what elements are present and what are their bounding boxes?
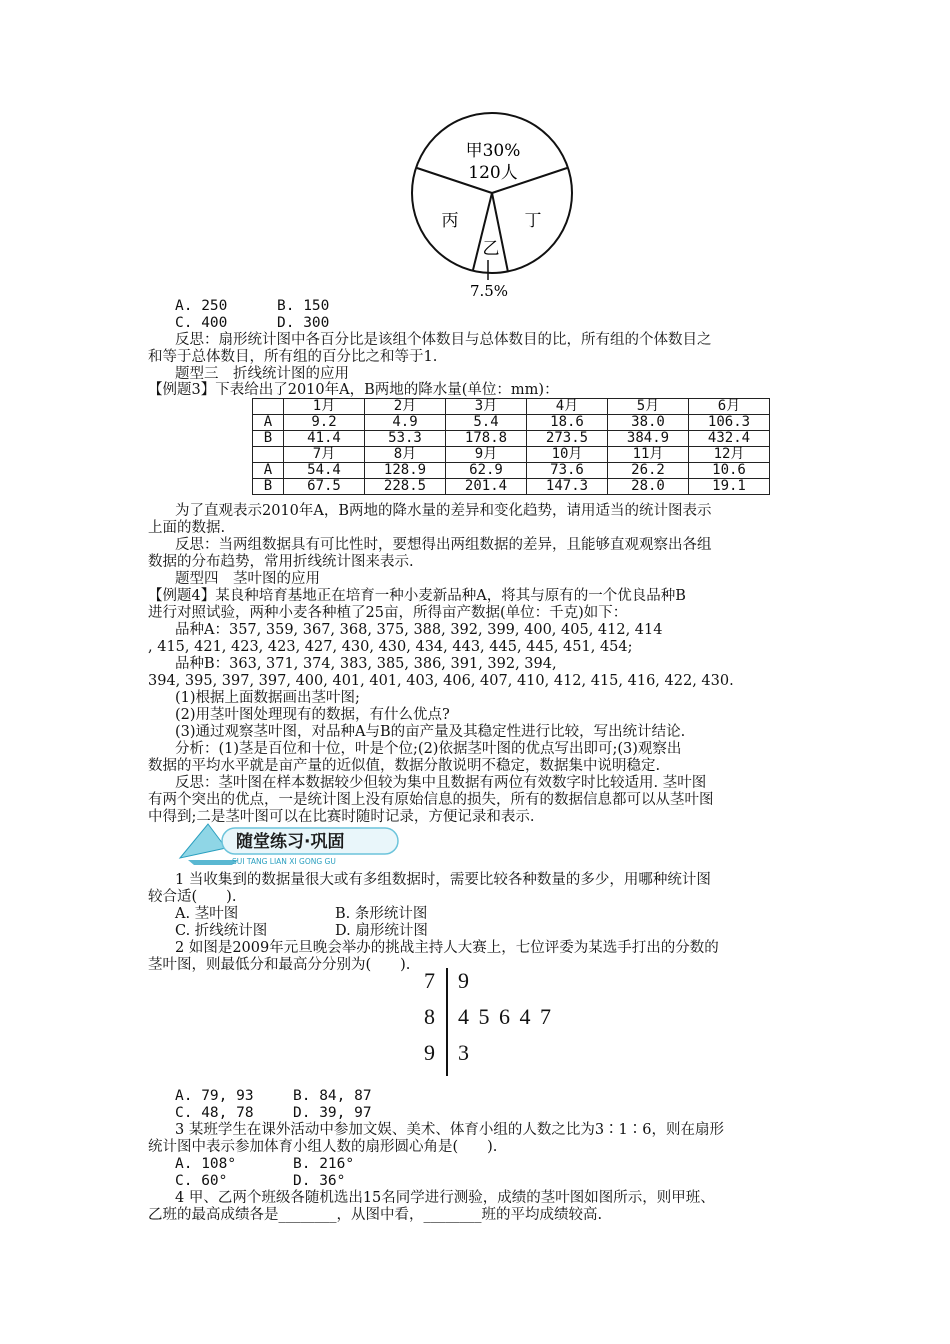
stem-value: 7 <box>424 968 435 993</box>
practice-2-option-c: C. 48, 78 <box>175 1105 254 1121</box>
practice-1-line-1: 1 当收集到的数据量很大或有多组数据时，需要比较各种数量的多少，用哪种统计图 <box>175 872 711 888</box>
practice-1-option-b: B. 条形统计图 <box>335 906 428 922</box>
leaf-values: 3 <box>458 1040 471 1065</box>
table-cell: 54.4 <box>284 463 365 479</box>
pie-label-jia-count: 120人 <box>468 163 518 183</box>
banner-pinyin: SUI TANG LIAN XI GONG GU <box>232 857 336 866</box>
example-3-question-line-1: 为了直观表示2010年A，B两地的降水量的差异和变化趋势，请用适当的统计图表示 <box>175 503 712 519</box>
practice-2-line-2: 茎叶图，则最低分和最高分分别为( ). <box>148 957 411 973</box>
table-cell: 7月 <box>284 447 365 463</box>
example-3-question-line-2: 上面的数据. <box>148 520 226 536</box>
table-cell: 67.5 <box>284 479 365 495</box>
table-cell: 128.9 <box>365 463 446 479</box>
boat-icon <box>188 860 238 865</box>
table-cell: 147.3 <box>527 479 608 495</box>
table-row <box>253 447 770 463</box>
table-cell: 2月 <box>365 399 446 415</box>
table-cell: 26.2 <box>608 463 689 479</box>
practice-1-line-2: 较合适( ). <box>148 889 237 905</box>
banner-title: 随堂练习·巩固 <box>236 832 345 852</box>
table-row <box>253 399 770 415</box>
table-row <box>253 415 770 431</box>
table-row-label: B <box>253 479 284 495</box>
example-4-subquestion-2: (2)用茎叶图处理现有的数据，有什么优点? <box>175 707 450 723</box>
table-cell: 10.6 <box>689 463 770 479</box>
rainfall-table <box>252 398 770 495</box>
table-row <box>253 479 770 495</box>
table-cell: 178.8 <box>446 431 527 447</box>
practice-3-option-c: C. 60° <box>175 1173 228 1189</box>
pie-label-yi: 乙 <box>482 239 500 259</box>
reflection-4-line-3: 中得到;二是茎叶图可以在比赛时随时记录，方便记录和表示. <box>148 809 535 825</box>
analysis-line-1: 分析：(1)茎是百位和十位，叶是个位;(2)依据茎叶图的优点写出即可;(3)观察出 <box>175 741 682 757</box>
table-cell: 11月 <box>608 447 689 463</box>
example-4-line-1: 【例题4】某良种培育基地正在培育一种小麦新品种A，将其与原有的一个优良品种B <box>148 588 686 604</box>
table-row-label: A <box>253 463 284 479</box>
table-cell: 432.4 <box>689 431 770 447</box>
table-cell: 1月 <box>284 399 365 415</box>
reflection-4-line-2: 有两个突出的优点，一是统计图上没有原始信息的损失，所有的数据信息都可以从茎叶图 <box>148 792 714 808</box>
practice-2-option-b: B. 84, 87 <box>293 1088 372 1104</box>
pie-chart-figure <box>405 98 585 300</box>
table-cell: 6月 <box>689 399 770 415</box>
table-cell: 41.4 <box>284 431 365 447</box>
practice-1-option-a: A. 茎叶图 <box>175 906 239 922</box>
table-cell: 4.9 <box>365 415 446 431</box>
table-cell: 273.5 <box>527 431 608 447</box>
practice-2-option-a: A. 79, 93 <box>175 1088 254 1104</box>
section-title-type4: 题型四 茎叶图的应用 <box>175 571 320 587</box>
example-3-title: 【例题3】下表给出了2010年A，B两地的降水量(单位：mm)： <box>148 382 559 398</box>
table-cell: 9.2 <box>284 415 365 431</box>
q-prev-option-c: C. 400 <box>175 315 228 331</box>
table-cell: 106.3 <box>689 415 770 431</box>
table-row <box>253 463 770 479</box>
table-cell: 3月 <box>446 399 527 415</box>
table-cell: 201.4 <box>446 479 527 495</box>
leaf-values: 4 5 6 4 7 <box>458 1004 553 1029</box>
pie-divider-yi-right <box>492 193 508 272</box>
example-4-variety-b-line-2: 394, 395, 397, 397, 400, 401, 401, 403, 406, 407, 410, 412, 415, 416, 422, 430. <box>148 673 734 689</box>
table-cell: 384.9 <box>608 431 689 447</box>
table-cell: 4月 <box>527 399 608 415</box>
table-cell: 53.3 <box>365 431 446 447</box>
table-cell: 28.0 <box>608 479 689 495</box>
reflection-3-line-2: 数据的分布趋势，常用折线统计图来表示. <box>148 554 414 570</box>
reflection-1-line-2: 和等于总体数目，所有组的百分比之和等于1. <box>148 349 438 365</box>
example-4-subquestion-3: (3)通过观察茎叶图，对品种A与B的亩产量及其稳定性进行比较，写出统计结论. <box>175 724 686 740</box>
practice-3-option-a: A. 108° <box>175 1156 237 1172</box>
stem-leaf-plot <box>416 968 596 1078</box>
leaf-values: 9 <box>458 968 471 993</box>
practice-3-option-d: D. 36° <box>293 1173 346 1189</box>
table-row <box>253 431 770 447</box>
stem-value: 9 <box>424 1040 435 1065</box>
example-4-subquestion-1: (1)根据上面数据画出茎叶图; <box>175 690 360 706</box>
q-prev-option-b: B. 150 <box>277 298 330 314</box>
practice-4-line-2: 乙班的最高成绩各是________，从图中看，________班的平均成绩较高. <box>148 1207 603 1223</box>
table-cell: 18.6 <box>527 415 608 431</box>
table-row-label: A <box>253 415 284 431</box>
table-cell: 9月 <box>446 447 527 463</box>
sail-icon <box>180 824 226 858</box>
table-row-label <box>253 447 284 463</box>
table-row-label: B <box>253 431 284 447</box>
reflection-4-line-1: 反思：茎叶图在样本数据较少但较为集中且数据有两位有效数字时比较适用. 茎叶图 <box>175 775 707 791</box>
pie-chart-svg <box>405 98 585 300</box>
reflection-3-line-1: 反思：当两组数据具有可比性时，要想得出两组数据的差异，且能够直观观察出各组 <box>175 537 712 553</box>
section-title-type3: 题型三 折线统计图的应用 <box>175 366 349 382</box>
reflection-1-line-1: 反思：扇形统计图中各百分比是该组个体数目与总体数目的比，所有组的个体数目之 <box>175 332 712 348</box>
practice-2-line-1: 2 如图是2009年元旦晚会举办的挑战主持人大赛上，七位评委为某选手打出的分数的 <box>175 940 719 956</box>
table-cell: 19.1 <box>689 479 770 495</box>
table-row-label <box>253 399 284 415</box>
practice-3-line-1: 3 某班学生在课外活动中参加文娱、美术、体育小组的人数之比为3∶1∶6，则在扇形 <box>175 1122 725 1138</box>
pie-label-bing: 丙 <box>441 211 459 231</box>
table-cell: 12月 <box>689 447 770 463</box>
pie-label-ding: 丁 <box>524 211 542 231</box>
example-4-line-2: 进行对照试验，两种小麦各种植了25亩，所得亩产数据(单位：千克)如下： <box>148 605 628 621</box>
table-cell: 38.0 <box>608 415 689 431</box>
table-cell: 5.4 <box>446 415 527 431</box>
practice-1-option-d: D. 扇形统计图 <box>335 923 428 939</box>
analysis-line-2: 数据的平均水平就是亩产量的近似值，数据分散说明不稳定，数据集中说明稳定. <box>148 758 661 774</box>
table-cell: 73.6 <box>527 463 608 479</box>
stem-value: 8 <box>424 1004 435 1029</box>
table-cell: 10月 <box>527 447 608 463</box>
practice-3-line-2: 统计图中表示参加体育小组人数的扇形圆心角是( ). <box>148 1139 498 1155</box>
practice-3-option-b: B. 216° <box>293 1156 355 1172</box>
stem-divider <box>446 968 448 1076</box>
practice-4-line-1: 4 甲、乙两个班级各随机选出15名同学进行测验，成绩的茎叶图如图所示，则甲班、 <box>175 1190 715 1206</box>
table-cell: 228.5 <box>365 479 446 495</box>
table-cell: 5月 <box>608 399 689 415</box>
example-4-variety-a-line-1: 品种A：357, 359, 367, 368, 375, 388, 392, 399, 400, 405, 412, 414 <box>175 622 663 638</box>
table-cell: 62.9 <box>446 463 527 479</box>
example-4-variety-a-line-2: , 415, 421, 423, 423, 427, 430, 430, 434, 443, 445, 445, 451, 454; <box>148 639 633 655</box>
practice-banner-svg <box>178 818 403 866</box>
q-prev-option-a: A. 250 <box>175 298 228 314</box>
pie-label-jia: 甲30% <box>465 141 521 161</box>
table-cell: 8月 <box>365 447 446 463</box>
practice-banner <box>178 818 403 866</box>
pie-label-yi-pct: 7.5% <box>469 282 509 300</box>
q-prev-option-d: D. 300 <box>277 315 330 331</box>
example-4-variety-b-line-1: 品种B：363, 371, 374, 383, 385, 386, 391, 392, 394, <box>175 656 557 672</box>
practice-2-option-d: D. 39, 97 <box>293 1105 372 1121</box>
practice-1-option-c: C. 折线统计图 <box>175 923 268 939</box>
